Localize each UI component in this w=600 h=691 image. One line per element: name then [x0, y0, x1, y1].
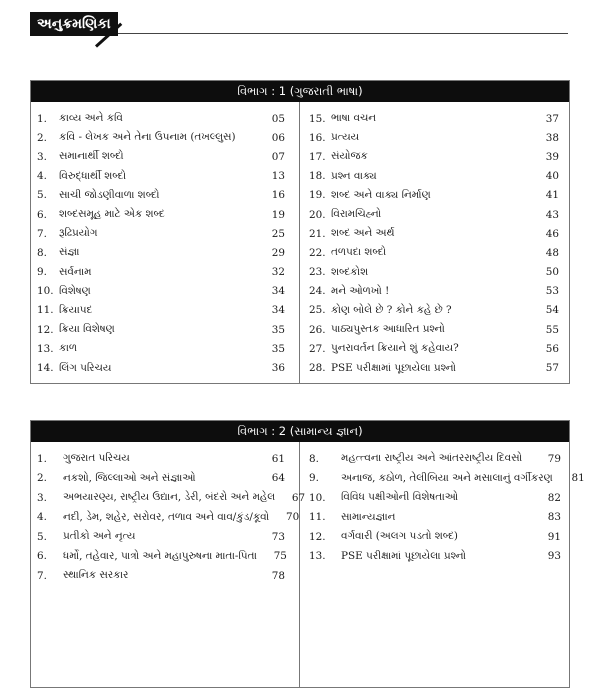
toc-column-left — [31, 442, 306, 586]
toc-entry — [31, 320, 289, 339]
toc-entry — [305, 547, 563, 567]
toc-entry-title: કાળ — [59, 342, 77, 355]
toc-entry-title: કોણ બોલે છે ? કોને કહે છે ? — [331, 303, 452, 316]
toc-entry — [305, 527, 563, 547]
column-divider — [299, 102, 300, 383]
toc-entry-number: 26. — [309, 323, 326, 336]
section-general-knowledge — [30, 420, 585, 688]
toc-entry-title: વિવિધ પક્ષીઓની વિશેષતાઓ — [341, 491, 458, 504]
toc-entry — [31, 167, 289, 186]
toc-entry-page: 43 — [545, 208, 559, 221]
toc-entry — [31, 358, 289, 377]
toc-entry-title: ગુજરાત પરિચય — [63, 452, 130, 465]
toc-entry-page: 36 — [271, 362, 285, 375]
toc-entry-number: 2. — [37, 472, 47, 485]
toc-entry-title: પ્રત્યય — [331, 131, 360, 144]
toc-entry-page: 38 — [545, 131, 559, 144]
toc-entry-page: 82 — [547, 491, 561, 504]
toc-entry — [31, 282, 289, 301]
toc-entry — [31, 263, 289, 282]
toc-entry — [31, 469, 289, 489]
toc-entry-number: 2. — [37, 131, 47, 144]
toc-entry-number: 10. — [309, 491, 326, 504]
toc-entry — [31, 547, 289, 567]
toc-entry-number: 25. — [309, 304, 326, 317]
toc-entry-page: 56 — [545, 342, 559, 355]
toc-entry-title: સંયોજક — [331, 150, 368, 163]
toc-entry-title: પાઠ્યપુસ્તક આધારિત પ્રશ્નો — [331, 323, 445, 336]
toc-entry — [31, 243, 289, 262]
toc-entry-title: PSE પરીક્ષામાં પૂછાયેલા પ્રશ્નો — [331, 361, 457, 374]
toc-entry-number: 3. — [37, 150, 47, 163]
toc-entry — [305, 186, 563, 205]
toc-column-right — [305, 442, 585, 566]
toc-entry-number: 18. — [309, 170, 326, 183]
toc-entry-number: 4. — [37, 511, 47, 524]
toc-entry — [31, 508, 300, 528]
toc-entry-page: 07 — [271, 150, 285, 163]
toc-entry-title: સામાન્યજ્ઞાન — [341, 510, 396, 523]
toc-entry-title: લિંગ પરિચય — [59, 361, 112, 374]
section-gujarati-language — [30, 80, 570, 384]
toc-entry-number: 12. — [309, 530, 326, 543]
toc-entry-number: 4. — [37, 170, 47, 183]
toc-entry-page: 93 — [547, 550, 561, 563]
toc-entry-title: વિરામચિહ્નો — [331, 208, 382, 221]
toc-entry-page: 25 — [271, 227, 285, 240]
toc-entry — [305, 224, 563, 243]
toc-entry-number: 1. — [37, 452, 47, 465]
toc-entry-title: વિશેષણ — [59, 284, 91, 297]
toc-entry-number: 5. — [37, 530, 47, 543]
toc-entry-page: 48 — [545, 246, 559, 259]
toc-entry-page: 13 — [271, 170, 285, 183]
toc-entry-page: 40 — [545, 170, 559, 183]
toc-entry-title: ક્રિયા વિશેષણ — [59, 323, 115, 336]
toc-entry — [31, 205, 289, 224]
toc-entry-title: પ્રશ્ન વાક્ય — [331, 169, 377, 182]
toc-entry — [305, 488, 563, 508]
toc-entry — [305, 167, 563, 186]
toc-entry-page: 35 — [271, 342, 285, 355]
toc-entry-title: કાવ્ય અને કવિ — [59, 112, 123, 125]
toc-entry-title: અનાજ, કઠોળ, તેલીબિયા અને મસાલાનું વર્ગીકરણ — [341, 471, 553, 484]
toc-entry-title: સાચી જોડણીવાળા શબ્દો — [59, 188, 160, 201]
toc-entry-title: સમાનાર્થી શબ્દો — [59, 150, 124, 163]
toc-entry-title: વર્ગવારી (અલગ પડતો શબ્દ) — [341, 530, 458, 543]
toc-entry-title: અભયારણ્ય, રાષ્ટ્રીય ઉદ્યાન, ડેરી, બંદરો અને મહેલ — [63, 491, 276, 504]
toc-entry-page: 35 — [271, 323, 285, 336]
toc-entry-title: સર્વનામ — [59, 265, 92, 278]
toc-entry-number: 22. — [309, 246, 326, 259]
toc-entry-number: 7. — [37, 227, 47, 240]
toc-entry-page: 06 — [271, 131, 285, 144]
toc-entry-page: 39 — [545, 150, 559, 163]
toc-entry-page: 70 — [286, 511, 300, 524]
toc-entry-number: 9. — [309, 472, 319, 485]
title-rule — [118, 33, 568, 34]
toc-entry-title: શબ્દસમૂહ માટે એક શબ્દ — [59, 208, 165, 221]
toc-entry — [31, 147, 289, 166]
toc-entry-page: 41 — [545, 189, 559, 202]
section-heading: વિભાગ : 2 (સામાન્ય જ્ઞાન) — [31, 421, 569, 442]
toc-entry-number: 15. — [309, 112, 326, 125]
toc-entry-number: 10. — [37, 285, 54, 298]
toc-entry-title: મને ઓળખો ! — [331, 284, 390, 297]
toc-entry — [305, 243, 563, 262]
toc-entry — [305, 469, 585, 489]
toc-entry-number: 9. — [37, 266, 47, 279]
toc-entry-title: નદી, ડેમ, શહેર, સરોવર, તળાવ અને વાવ/કુંડ/કૂવો — [63, 510, 270, 523]
toc-column-left — [31, 102, 289, 378]
toc-entry — [31, 449, 289, 469]
toc-entry — [31, 339, 289, 358]
toc-entry-title: ભાષા વચન — [331, 112, 377, 125]
toc-entry-page: 78 — [271, 569, 285, 582]
toc-entry — [31, 527, 289, 547]
toc-entry-number: 3. — [37, 491, 47, 504]
toc-entry — [31, 301, 289, 320]
toc-entry-title: ક્રિયાપદ — [59, 303, 93, 316]
toc-entry-page: 79 — [547, 452, 561, 465]
toc-column-right — [305, 102, 563, 378]
toc-entry-number: 12. — [37, 323, 54, 336]
toc-entry — [305, 301, 563, 320]
toc-entry-number: 6. — [37, 208, 47, 221]
toc-entry-page: 73 — [271, 530, 285, 543]
toc-entry — [31, 109, 289, 128]
toc-entry-page: 54 — [545, 304, 559, 317]
toc-entry-title: શબ્દકોશ — [331, 265, 369, 278]
toc-entry-title: ધર્મો, તહેવાર, પાત્રો અને મહાપુરુષના માતા-પિતા — [63, 549, 257, 562]
toc-entry-number: 17. — [309, 150, 326, 163]
toc-entry-page: 19 — [271, 208, 285, 221]
toc-entry-page: 29 — [271, 246, 285, 259]
toc-entry-number: 27. — [309, 342, 326, 355]
toc-entry-number: 16. — [309, 131, 326, 144]
toc-entry — [305, 508, 563, 528]
toc-entry — [31, 566, 289, 586]
toc-entry — [305, 282, 563, 301]
toc-entry-page: 50 — [545, 266, 559, 279]
toc-entry-title: શબ્દ અને અર્થ — [331, 227, 395, 240]
toc-entry — [305, 320, 563, 339]
section-heading: વિભાગ : 1 (ગુજરાતી ભાષા) — [31, 81, 569, 102]
toc-entry — [31, 128, 289, 147]
toc-entry-title: મહત્ત્વના રાષ્ટ્રીય અને આંતરરાષ્ટ્રીય દિવસો — [341, 452, 523, 465]
toc-entry-page: 05 — [271, 112, 285, 125]
toc-entry-number: 14. — [37, 362, 54, 375]
toc-entry-title: રૂઢિપ્રયોગ — [59, 227, 98, 240]
toc-entry-number: 11. — [309, 511, 326, 524]
toc-entry — [31, 186, 289, 205]
toc-entry — [305, 263, 563, 282]
toc-entry-page: 46 — [545, 227, 559, 240]
toc-entry-number: 28. — [309, 362, 326, 375]
toc-entry-number: 8. — [37, 246, 47, 259]
toc-entry-number: 7. — [37, 569, 47, 582]
page-title: અનુક્રમણિકા — [30, 12, 118, 36]
toc-entry-page: 75 — [273, 550, 287, 563]
toc-entry-page: 53 — [545, 285, 559, 298]
toc-entry-page: 16 — [271, 189, 285, 202]
toc-entry — [305, 339, 563, 358]
toc-entry — [305, 358, 563, 377]
toc-entry — [31, 488, 306, 508]
toc-entry-number: 21. — [309, 227, 326, 240]
toc-entry-page: 32 — [271, 266, 285, 279]
toc-entry-number: 13. — [309, 550, 326, 563]
toc-entry — [305, 449, 563, 469]
column-divider — [299, 442, 300, 687]
toc-entry-number: 13. — [37, 342, 54, 355]
toc-entry-number: 6. — [37, 550, 47, 563]
toc-entry-title: શબ્દ અને વાક્ય નિર્માણ — [331, 188, 431, 201]
toc-entry-page: 55 — [545, 323, 559, 336]
toc-entry-page: 34 — [271, 304, 285, 317]
toc-entry-title: કવિ - લેખક અને તેના ઉપનામ (તખલ્લુસ) — [59, 131, 236, 144]
toc-entry-page: 34 — [271, 285, 285, 298]
toc-entry-number: 1. — [37, 112, 47, 125]
toc-entry-number: 11. — [37, 304, 54, 317]
toc-entry — [305, 205, 563, 224]
toc-entry-page: 64 — [271, 472, 285, 485]
toc-entry-number: 8. — [309, 452, 319, 465]
toc-entry-page: 81 — [571, 472, 585, 485]
toc-entry-title: તળપદા શબ્દો — [331, 246, 387, 259]
toc-entry-page: 37 — [545, 112, 559, 125]
toc-entry-title: PSE પરીક્ષામાં પૂછાયેલા પ્રશ્નો — [341, 549, 467, 562]
toc-entry-title: સંજ્ઞા — [59, 246, 80, 259]
toc-entry-title: સ્થાનિક સરકાર — [63, 569, 129, 582]
toc-entry — [305, 128, 563, 147]
toc-entry-number: 5. — [37, 189, 47, 202]
toc-entry-page: 57 — [545, 362, 559, 375]
toc-entry-title: નકશો, જિલ્લાઓ અને સંજ્ઞાઓ — [63, 471, 196, 484]
toc-entry-page: 91 — [547, 530, 561, 543]
toc-entry — [305, 109, 563, 128]
toc-entry-number: 20. — [309, 208, 326, 221]
toc-entry-page: 83 — [547, 511, 561, 524]
toc-entry-page: 67 — [291, 491, 306, 504]
toc-entry-number: 23. — [309, 266, 326, 279]
toc-entry-title: પ્રતીકો અને નૃત્ય — [63, 530, 136, 543]
toc-entry — [31, 224, 289, 243]
toc-entry-number: 19. — [309, 189, 326, 202]
toc-entry-number: 24. — [309, 285, 326, 298]
toc-entry-page: 61 — [271, 452, 285, 465]
toc-entry-title: પુનરાવર્તન ક્રિયાને શું કહેવાય? — [331, 342, 459, 355]
toc-entry — [305, 147, 563, 166]
toc-entry-title: વિરુદ્ધાર્થી શબ્દો — [59, 169, 127, 182]
